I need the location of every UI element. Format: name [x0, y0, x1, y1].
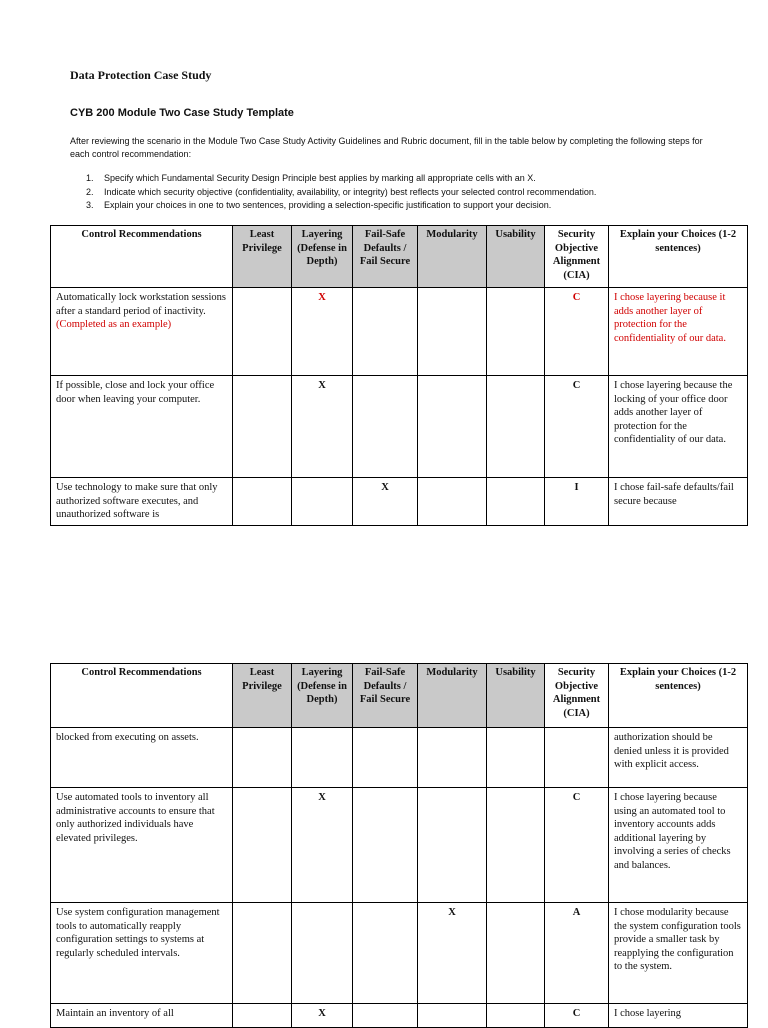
- modularity-cell: [418, 376, 487, 478]
- failsafe-cell: [353, 788, 418, 903]
- control-cell: Use technology to make sure that only authorized software executes, and unauthorized software is: [51, 478, 233, 526]
- cia-cell: A: [545, 903, 609, 1004]
- usability-cell: [487, 288, 545, 376]
- table-row: [51, 903, 748, 1004]
- table-row: [51, 478, 748, 526]
- table-row: [51, 288, 748, 376]
- layering-cell: [292, 903, 353, 1004]
- least-cell: [233, 376, 292, 478]
- failsafe-cell: [353, 903, 418, 1004]
- usability-cell: [487, 376, 545, 478]
- cia-cell: C: [545, 1004, 609, 1028]
- least-cell: [233, 478, 292, 526]
- header-usability: Usability: [487, 664, 545, 728]
- modularity-cell: [418, 288, 487, 376]
- least-cell: [233, 788, 292, 903]
- failsafe-cell: X: [353, 478, 418, 526]
- header-usability: Usability: [487, 226, 545, 288]
- modularity-cell: X: [418, 903, 487, 1004]
- step-item: 3. Explain your choices in one to two sentences, providing a selection-specific justification to support your decision.: [86, 200, 552, 210]
- cia-cell: C: [545, 788, 609, 903]
- control-cell: If possible, close and lock your office door when leaving your computer.: [51, 376, 233, 478]
- layering-cell: X: [292, 288, 353, 376]
- failsafe-cell: [353, 728, 418, 788]
- explain-cell: I chose modularity because the system configuration tools provide a smaller task by reapplying the configuration to the system.: [609, 903, 748, 1004]
- layering-cell: [292, 478, 353, 526]
- cia-cell: [545, 728, 609, 788]
- explain-cell: I chose layering because the locking of your office door adds another layer of protection for the confidentiality of our data.: [609, 376, 748, 478]
- table-row: [51, 788, 748, 903]
- cia-cell: C: [545, 376, 609, 478]
- usability-cell: [487, 728, 545, 788]
- explain-cell: I chose layering because it adds another layer of protection for the confidentiality of our data.: [609, 288, 748, 376]
- control-table-part-2: [50, 663, 748, 1028]
- table-row: [51, 728, 748, 788]
- cia-cell: C: [545, 288, 609, 376]
- control-cell: blocked from executing on assets.: [51, 728, 233, 788]
- usability-cell: [487, 903, 545, 1004]
- header-least-privilege: Least Privilege: [233, 664, 292, 728]
- header-modularity: Modularity: [418, 664, 487, 728]
- step-item: 2. Indicate which security objective (confidentiality, availability, or integrity) best reflects your selected control recommendation.: [86, 186, 597, 197]
- header-security-objective: Security Objective Alignment (CIA): [545, 664, 609, 728]
- control-cell: Use system configuration management tools to automatically reapply configuration settings to systems at regularly scheduled intervals.: [51, 903, 233, 1004]
- header-control: Control Recommendations: [51, 226, 233, 288]
- modularity-cell: [418, 728, 487, 788]
- control-cell: Automatically lock workstation sessions after a standard period of inactivity. (Completed as an example): [51, 288, 233, 376]
- layering-cell: X: [292, 376, 353, 478]
- header-fail-safe: Fail-Safe Defaults / Fail Secure: [353, 226, 418, 288]
- usability-cell: [487, 478, 545, 526]
- table-header-row: [51, 664, 748, 728]
- modularity-cell: [418, 788, 487, 903]
- failsafe-cell: [353, 376, 418, 478]
- header-security-objective: Security Objective Alignment (CIA): [545, 226, 609, 288]
- header-explain: Explain your Choices (1-2 sentences): [609, 664, 748, 728]
- steps-list: [86, 172, 596, 213]
- explain-cell: I chose layering because using an automated tool to inventory accounts adds additional layering by involving a series of checks and balances.: [609, 788, 748, 903]
- header-explain: Explain your Choices (1-2 sentences): [609, 226, 748, 288]
- header-layering: Layering (Defense in Depth): [292, 226, 353, 288]
- least-cell: [233, 728, 292, 788]
- layering-cell: [292, 728, 353, 788]
- header-modularity: Modularity: [418, 226, 487, 288]
- control-cell: Use automated tools to inventory all administrative accounts to ensure that only authorized individuals have elevated privileges.: [51, 788, 233, 903]
- header-fail-safe: Fail-Safe Defaults / Fail Secure: [353, 664, 418, 728]
- usability-cell: [487, 788, 545, 903]
- explain-cell: I chose layering: [609, 1004, 748, 1028]
- header-control: Control Recommendations: [51, 664, 233, 728]
- explain-cell: I chose fail-safe defaults/fail secure because: [609, 478, 748, 526]
- modularity-cell: [418, 478, 487, 526]
- step-item: 1. Specify which Fundamental Security Design Principle best applies by marking all appropriate cells with an X.: [86, 173, 536, 183]
- least-cell: [233, 903, 292, 1004]
- cia-cell: I: [545, 478, 609, 526]
- document-subtitle: CYB 200 Module Two Case Study Template: [70, 107, 294, 119]
- page-title: Data Protection Case Study: [70, 68, 212, 82]
- header-least-privilege: Least Privilege: [233, 226, 292, 288]
- explain-cell: authorization should be denied unless it is provided with explicit access.: [609, 728, 748, 788]
- header-layering: Layering (Defense in Depth): [292, 664, 353, 728]
- example-note: (Completed as an example): [56, 319, 172, 330]
- control-cell: Maintain an inventory of all: [51, 1004, 233, 1028]
- intro-paragraph: After reviewing the scenario in the Module Two Case Study Activity Guidelines and Rubric document, fill in the table below by completing the following steps for each control recommendation:: [70, 136, 703, 159]
- least-cell: [233, 288, 292, 376]
- control-table-part-1: [50, 225, 748, 526]
- failsafe-cell: [353, 288, 418, 376]
- table-row: [51, 376, 748, 478]
- layering-cell: X: [292, 1004, 353, 1028]
- table-header-row: [51, 226, 748, 288]
- layering-cell: X: [292, 788, 353, 903]
